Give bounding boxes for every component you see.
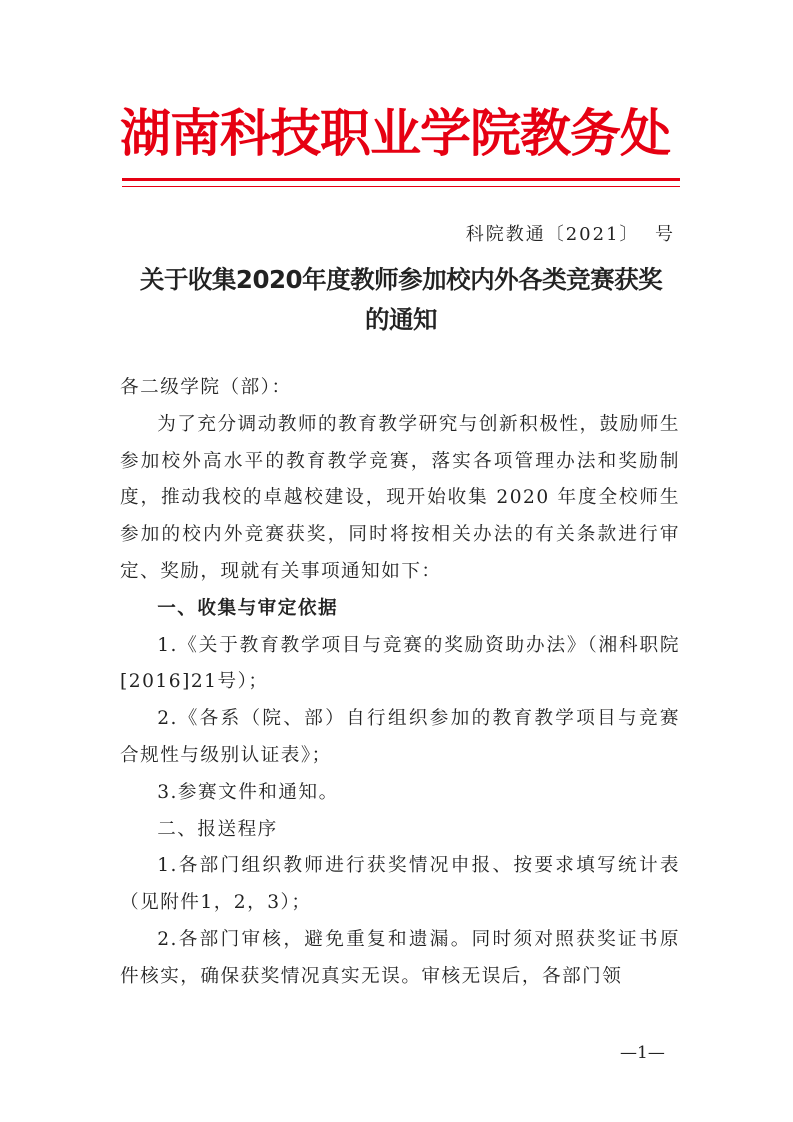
section-2-heading: 二、报送程序 xyxy=(157,818,278,840)
notice-title xyxy=(112,260,690,340)
notice-title-line-2: 的通知 xyxy=(365,305,437,334)
section-1-heading: 一、收集与审定依据 xyxy=(157,597,339,619)
letterhead-rule-thick xyxy=(122,178,680,181)
letterhead-title: 湖南科技职业学院教务处 xyxy=(120,104,671,164)
section-2-item: 1.各部门组织教师进行获奖情况申报、按要求填写统计表（见附件1，2，3）； xyxy=(120,855,680,914)
document-body xyxy=(120,370,680,996)
section-1-item: 3.参赛文件和通知。 xyxy=(157,781,339,803)
letterhead-rule-thin xyxy=(122,186,680,187)
notice-title-line-1: 关于收集2020年度教师参加校内外各类竞赛获奖 xyxy=(139,265,663,294)
section-2-item: 2.各部门审核，避免重复和遗漏。同时须对照获奖证书原件核实，确保获奖情况真实无误。审核无误后，各部门领 xyxy=(120,928,680,987)
section-1-item: 1.《关于教育教学项目与竞赛的奖励资助办法》（湘科职院[2016]21号）； xyxy=(120,634,680,693)
intro-paragraph: 为了充分调动教师的教育教学研究与创新积极性，鼓励师生参加校外高水平的教育教学竞赛，落实各项管理办法和奖励制度，推动我校的卓越校建设，现开始收集 2020 年度全校师生参加的校内外竞赛获奖，同时将按相关办法的有关条款进行审定、奖励，现就有关事项通知如下： xyxy=(120,413,680,582)
page-number: —1— xyxy=(620,1043,665,1063)
section-1-item: 2.《各系（院、部）自行组织参加的教育教学项目与竞赛合规性与级别认证表》； xyxy=(120,708,680,766)
document-number: 科院教通〔2021〕 号 xyxy=(465,224,675,245)
salutation: 各二级学院（部）： xyxy=(120,377,292,398)
